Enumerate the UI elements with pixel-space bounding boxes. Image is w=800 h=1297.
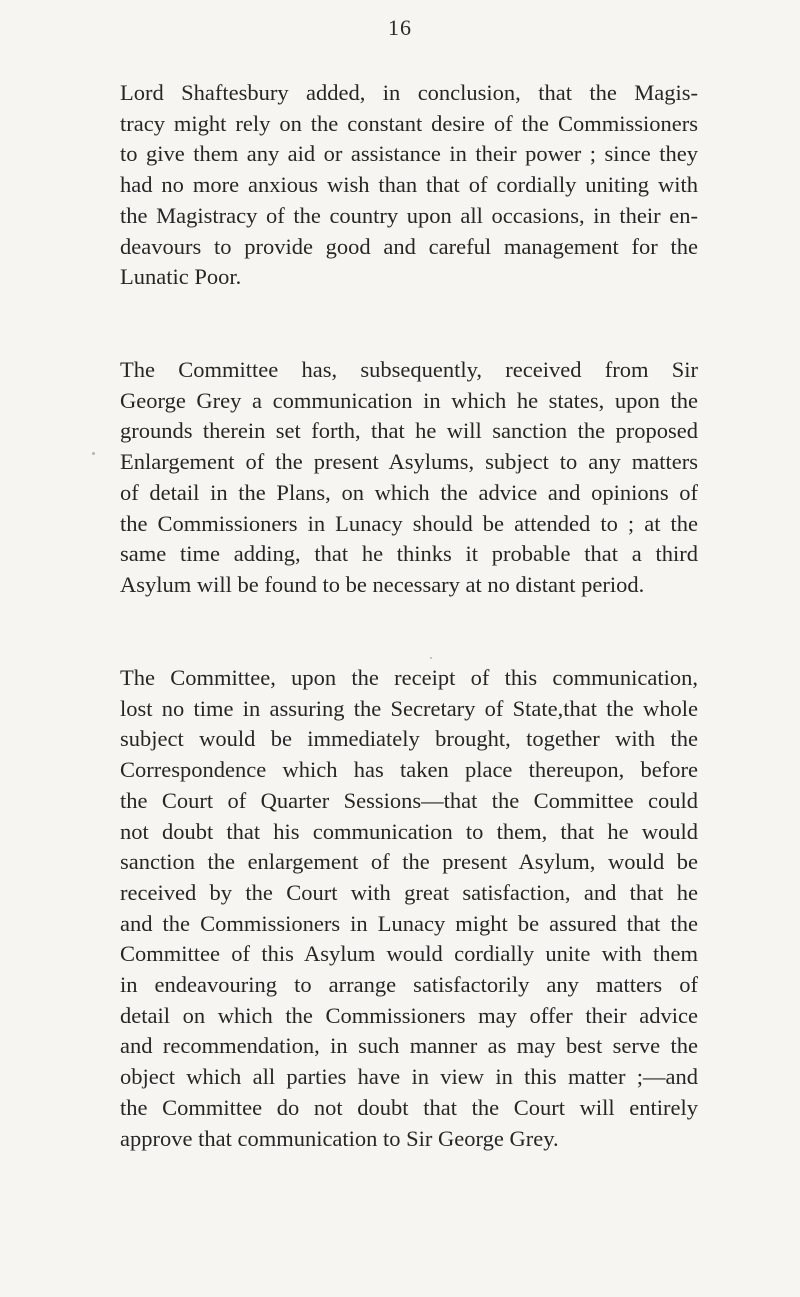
text-line: and recommendation, in such manner as may best serve the	[120, 1033, 698, 1059]
text-line: the Magistracy of the country upon all occasions, in their en-	[120, 202, 698, 228]
text-line: not doubt that his communication to them, that he would	[120, 818, 698, 844]
text-line: tracy might rely on the constant desire of the Commissioners	[120, 110, 698, 136]
text-line: The Committee, upon the receipt of this communication,	[120, 665, 698, 690]
text-line: lost no time in assuring the Secretary of State,that the whole	[120, 695, 698, 721]
text-line: Lunatic Poor.	[120, 264, 242, 290]
text-line: had no more anxious wish than that of cordially uniting with	[120, 172, 698, 198]
paragraph-3	[120, 663, 698, 1154]
text-line: Asylum will be found to be necessary at no distant period.	[120, 571, 645, 597]
text-line: Lord Shaftesbury added, in conclusion, that the Magis-	[120, 80, 698, 105]
text-line: grounds therein set forth, that he will sanction the proposed	[120, 418, 698, 444]
text-line: to give them any aid or assistance in their power ; since they	[120, 141, 698, 167]
text-line: subject would be immediately brought, together with the	[120, 726, 698, 752]
paper-speck	[92, 452, 95, 455]
text-line: the Committee do not doubt that the Court will entirely	[120, 1094, 698, 1120]
text-line: the Commissioners in Lunacy should be attended to ; at the	[120, 510, 698, 536]
text-line: object which all parties have in view in this matter ;—and	[120, 1064, 698, 1090]
text-line: and the Commissioners in Lunacy might be assured that the	[120, 910, 698, 936]
text-line: in endeavouring to arrange satisfactorily any matters of	[120, 972, 698, 998]
text-line: detail on which the Commissioners may offer their advice	[120, 1002, 698, 1028]
text-line: received by the Court with great satisfaction, and that he	[120, 879, 698, 905]
text-line: Committee of this Asylum would cordially unite with them	[120, 941, 698, 967]
text-line: same time adding, that he thinks it probable that a third	[120, 541, 698, 567]
paper-speck	[430, 657, 432, 659]
text-line: the Court of Quarter Sessions—that the Committee could	[120, 787, 698, 813]
text-line: of detail in the Plans, on which the advice and opinions of	[120, 479, 698, 505]
text-line: Correspondence which has taken place thereupon, before	[120, 757, 698, 783]
text-line: approve that communication to Sir George Grey.	[120, 1125, 559, 1151]
text-line: The Committee has, subsequently, received from Sir	[120, 357, 698, 382]
text-line: deavours to provide good and careful management for the	[120, 233, 698, 259]
paragraph-1	[120, 78, 698, 293]
text-line: Enlargement of the present Asylums, subject to any matters	[120, 449, 698, 475]
text-line: George Grey a communication in which he states, upon the	[120, 387, 698, 413]
page-number: 16	[388, 15, 412, 40]
text-line: sanction the enlargement of the present Asylum, would be	[120, 849, 698, 875]
paragraph-2	[120, 355, 698, 601]
